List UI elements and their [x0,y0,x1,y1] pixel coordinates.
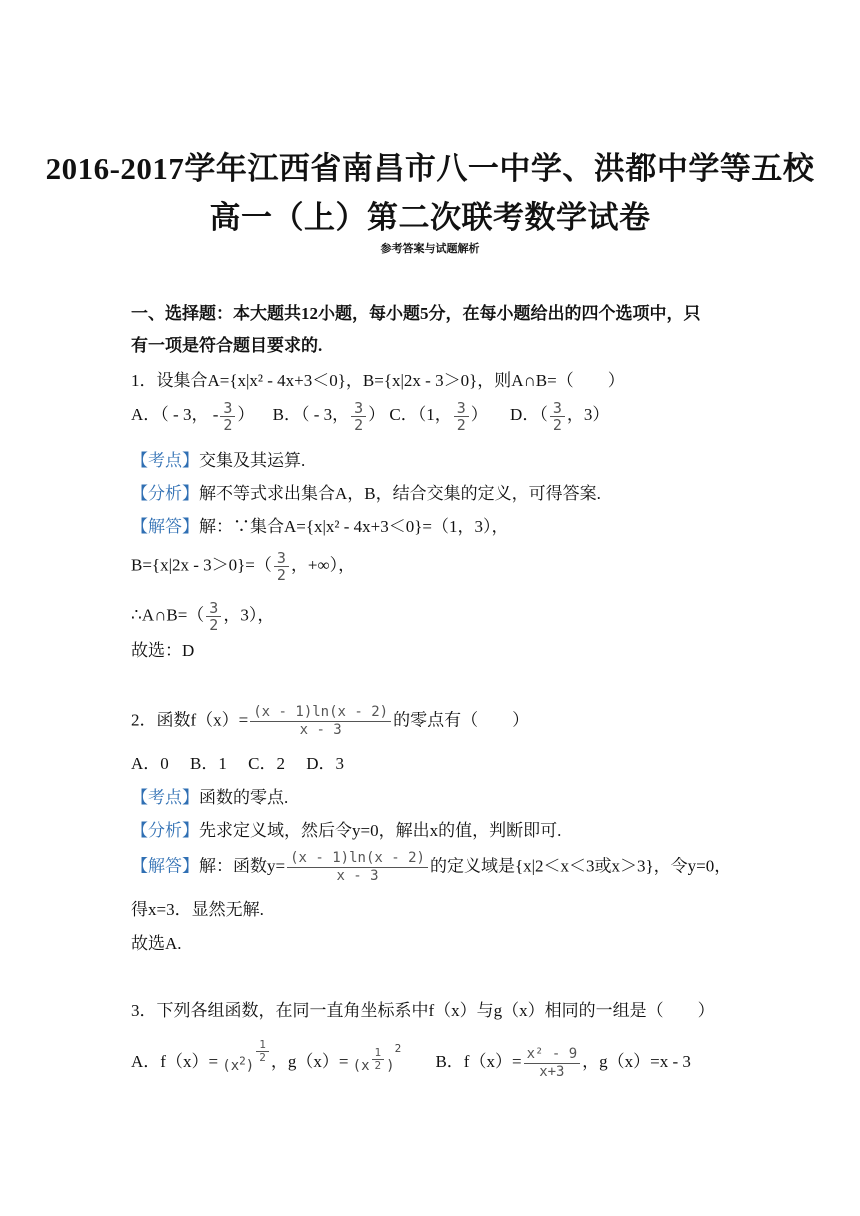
kaodian-tag: 【考点】 [131,788,199,807]
title-line-1: 2016-2017学年江西省南昌市八一中学、洪都中学等五校 [45,151,815,186]
kaodian-tag: 【考点】 [131,451,199,470]
q1-jieda-line-2: B={x|2x - 3＞0}=（ $\frac{3}{2}$ ，+∞）， [131,549,356,584]
q3-option-a: A．$f(x)= (x^2)$ $^{\frac{1}{2}}$ ，g（x）= (x $^{\frac{1}{2}}$ )$^2$ [131,1052,405,1071]
q3-options [131,1037,691,1081]
q2-fenxi: 【分析】先求定义域，然后令y=0，解出x的值，判断即可. [131,821,562,840]
title-line-2: 高一（上）第二次联考数学试卷 [209,200,651,235]
q1-answer: 故选：D [131,641,195,660]
q2-stem: 2．函数f（x）= $\frac{(x - 1)\ln(x - 2)}{x - 3}$ 的零点有（ ） [131,704,530,738]
q1-jieda-line-3: ∴A∩B=（ $\frac{3}{2}$ ，3）， [131,599,275,634]
q1-fraction: $\frac{3}{2}$ [351,400,366,433]
q1-kaodian: 【考点】交集及其运算. [131,451,306,470]
q1-fenxi: 【分析】解不等式求出集合A，B，结合交集的定义，可得答案. [131,484,601,503]
q2-kaodian: 【考点】函数的零点. [131,788,289,807]
q2-jieda: 【解答】解：函数y= $\frac{(x - 1)\ln(x - 2)}{x - 3}$ 的定义域是{x|2＜x＜3或x＞3}，令y=0， [131,850,732,884]
q3-option-b: B．f（x）= $\frac{\text{x² - 9}}{x+3}$ ，g（x）=x - 3 [435,1046,691,1080]
jieda-tag: 【解答】 [131,517,199,536]
q1-fraction: $\frac{3}{2}$ [550,400,565,433]
q1-option-a: A．（ - 3， - $\frac{3}{2}$ ） [131,399,255,434]
q1-fraction: $\frac{3}{2}$ [274,550,289,583]
q2-fraction: $\frac{(x - 1)\ln(x - 2)}{x - 3}$ [287,850,428,885]
q1-option-d: D．（ $\frac{3}{2}$ ，3） [510,399,610,434]
fenxi-tag: 【分析】 [131,821,199,840]
q3-fraction: $\frac{\text{x² - 9}}{x+3}$ [524,1046,581,1081]
q1-options [131,400,609,433]
section-heading-1: 一、选择题：本大题共12小题，每小题5分，在每小题给出的四个选项中，只 [131,304,701,323]
section-heading-2: 有一项是符合题目要求的. [131,336,323,355]
q1-fraction: $\frac{3}{2}$ [220,400,235,433]
q2-answer: 故选A. [131,934,182,953]
q1-stem: 1．设集合A={x|x² - 4x+3＜0}，B={x|2x - 3＞0}，则A∩B=（ ） [131,371,625,390]
q3-power-expr-1: $(x^2)$ $^{\frac{1}{2}}$ [222,1049,271,1078]
q2-options: A．0 B．1 C．2 D．3 [131,754,344,773]
q1-option-b: B．（ - 3， $\frac{3}{2}$ ） [272,399,386,434]
jieda-tag: 【解答】 [131,856,199,876]
q1-fraction: $\frac{3}{2}$ [206,600,221,633]
q1-fraction: $\frac{3}{2}$ [454,400,469,433]
q2-jieda-line-2: 得x=3．显然无解. [131,900,264,919]
q1-option-c: C．（1， $\frac{3}{2}$ ） [389,399,488,434]
q1-jieda: 【解答】解：∵集合A={x|x² - 4x+3＜0}=（1，3）， [131,517,509,536]
q3-stem: 3．下列各组函数，在同一直角坐标系中f（x）与g（x）相同的一组是（ ） [131,1001,715,1020]
q2-fraction: $\frac{(x - 1)\ln(x - 2)}{x - 3}$ [250,704,391,739]
fenxi-tag: 【分析】 [131,484,199,503]
q3-power-expr-2: (x $^{\frac{1}{2}}$ )$^2$ [352,1042,402,1075]
subtitle: 参考答案与试题解析 [380,243,480,255]
